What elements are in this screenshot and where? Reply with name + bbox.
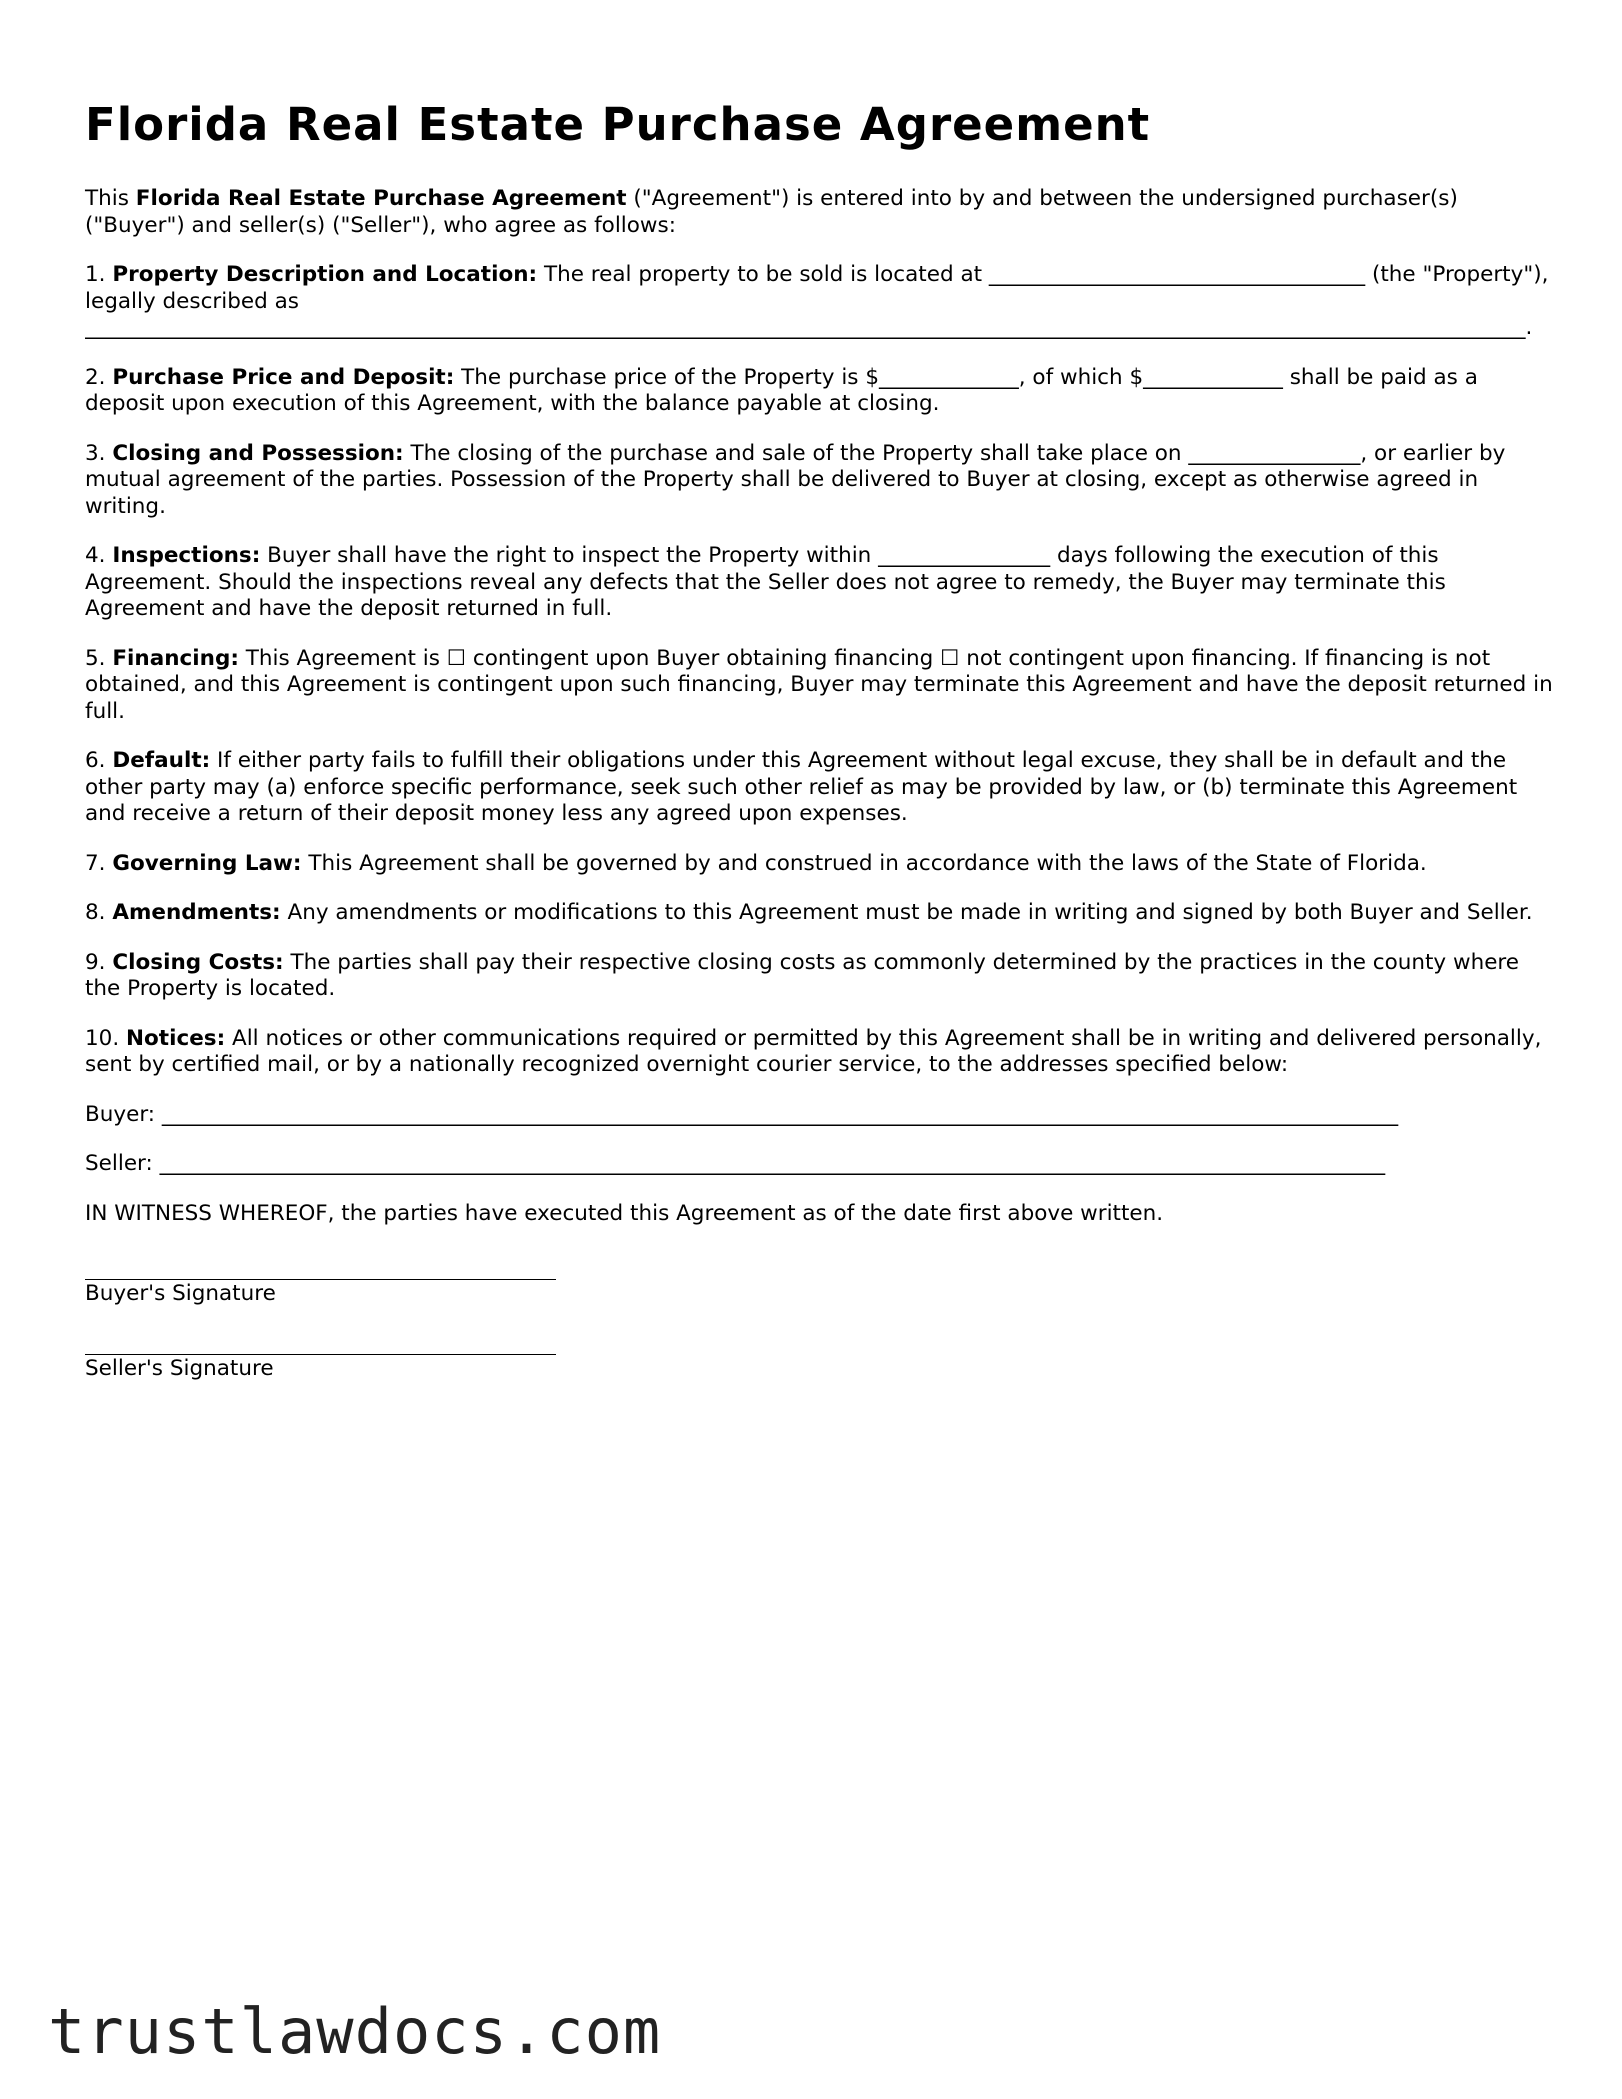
section-9-text: The parties shall pay their respective closing costs as commonly determined by the practices in the county where the Property is located. <box>85 949 1520 1001</box>
section-5-num: 5. <box>85 645 113 671</box>
section-10-heading: Notices: <box>126 1025 226 1051</box>
section-7-num: 7. <box>85 850 113 876</box>
section-9-heading: Closing Costs: <box>112 949 284 975</box>
section-4 <box>85 543 1560 623</box>
witness-statement: IN WITNESS WHEREOF, the parties have executed this Agreement as of the date first above written. <box>85 1200 1164 1226</box>
section-10 <box>85 1026 1560 1079</box>
section-2-heading: Purchase Price and Deposit: <box>112 364 455 390</box>
seller-address-line: Seller: __________________________________________________________________________________________________________________ <box>85 1151 1386 1176</box>
watermark: trustlawdocs.com <box>48 1995 662 2068</box>
section-9-num: 9. <box>85 949 113 975</box>
intro-rest: ("Agreement") is entered into by and between the undersigned purchaser(s) ("Buyer") and seller(s) ("Seller"), who agree as follows: <box>85 186 1458 238</box>
section-1 <box>85 262 1560 342</box>
document-page <box>85 98 1560 1405</box>
document-title: Florida Real Estate Purchase Agreement <box>85 98 1151 151</box>
section-3-num: 3. <box>85 440 113 466</box>
section-7-text: This Agreement shall be governed by and construed in accordance with the laws of the State of Florida. <box>301 850 1427 876</box>
section-9 <box>85 950 1560 1003</box>
section-6-heading: Default: <box>112 748 211 773</box>
section-1-heading: Property Description and Location: <box>112 262 538 287</box>
section-2-num: 2. <box>85 364 113 390</box>
buyer-address-line: Buyer: ___________________________________________________________________________________________________________________ <box>85 1101 1399 1127</box>
section-8-heading: Amendments: <box>112 900 281 925</box>
section-8 <box>85 900 1560 927</box>
seller-signature-label: Seller's Signature <box>85 1356 274 1381</box>
section-2-text: The purchase price of the Property is $_____________, of which $_____________ shall be paid as a deposit upon execution of this Agreement, with the balance payable at closing. <box>85 364 1478 416</box>
section-10-text: All notices or other communications required or permitted by this Agreement shall be in writing and delivered personally, sent by certified mail, or by a nationally recognized overnight courier service, to the addresses specified below: <box>85 1025 1542 1077</box>
section-7 <box>85 851 1560 878</box>
section-3 <box>85 441 1560 521</box>
section-6 <box>85 748 1560 828</box>
section-7-heading: Governing Law: <box>112 850 302 876</box>
intro-bold: Florida Real Estate Purchase Agreement <box>135 186 627 211</box>
section-5 <box>85 646 1560 726</box>
legal-description-blank: ______________________________________________________________________________________________________________________________________. <box>85 315 1533 340</box>
section-5-text: This Agreement is ☐ contingent upon Buyer obtaining financing ☐ not contingent upon financing. If financing is not obtained, and this Agreement is contingent upon such financing, Buyer may terminate this Agreement and have the deposit returned in full. <box>85 645 1553 724</box>
section-1-text: The real property to be sold is located at ___________________________________ (the "Property"), legally described as <box>85 262 1549 314</box>
section-4-heading: Inspections: <box>112 543 261 568</box>
intro-prefix: This <box>85 186 136 211</box>
section-3-text: The closing of the purchase and sale of the Property shall take place on ________________, or earlier by mutual agreement of the parties. Possession of the Property shall be delivered to Buyer at closing, except as otherwise agreed in writing. <box>85 440 1506 519</box>
section-4-text: Buyer shall have the right to inspect the Property within ________________ days following the execution of this Agreement. Should the inspections reveal any defects that the Seller does not agree to remedy, the Buyer may terminate this Agreement and have the deposit returned in full. <box>85 543 1446 621</box>
buyer-signature-label: Buyer's Signature <box>85 1281 276 1306</box>
section-6-text: If either party fails to fulfill their obligations under this Agreement without legal excuse, they shall be in default and the other party may (a) enforce specific performance, seek such other relief as may be provided by law, or (b) terminate this Agreement and receive a return of their deposit money less any agreed upon expenses. <box>85 748 1518 826</box>
signature-block <box>85 1255 1560 1383</box>
section-4-num: 4. <box>85 543 113 568</box>
section-6-num: 6. <box>85 748 113 773</box>
intro-paragraph <box>85 186 1560 239</box>
section-3-heading: Closing and Possession: <box>112 440 404 466</box>
section-8-num: 8. <box>85 900 113 925</box>
section-10-num: 10. <box>85 1025 127 1051</box>
section-1-num: 1. <box>85 262 113 287</box>
section-5-heading: Financing: <box>112 645 239 671</box>
section-2 <box>85 365 1560 418</box>
section-8-text: Any amendments or modifications to this Agreement must be made in writing and signed by both Buyer and Seller. <box>280 900 1533 925</box>
seller-signature-line <box>85 1330 556 1355</box>
buyer-signature-line <box>85 1255 556 1280</box>
